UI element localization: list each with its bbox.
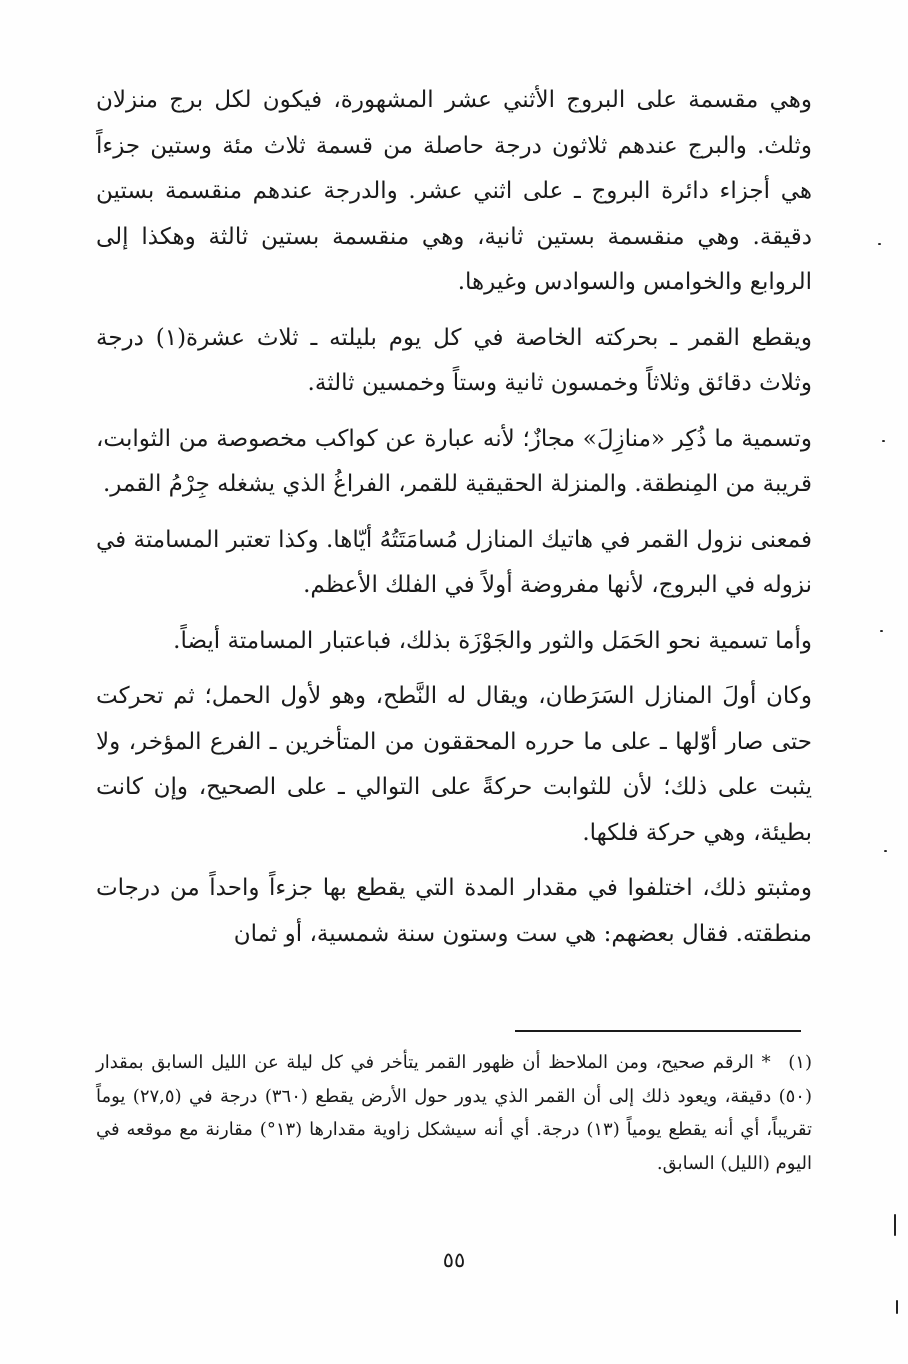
- paragraph-3: وتسمية ما ذُكِر «منازِلَ» مجازٌ؛ لأنه عبارة عن كواكب مخصوصة من الثوابت، قريبة من المِنطقة. والمنزلة الحقيقية للقمر، الفراغُ الذي يشغله جِرْمُ القمر.: [96, 425, 812, 497]
- paragraph-6: وكان أولَ المنازل السَرَطان، ويقال له النَّطح، وهو لأول الحمل؛ ثم تحركت حتى صار أوّلها ـ على ما حرره المحققون من المتأخرين ـ الفرع المؤخر، ولا يثبت على ذلك؛ لأن للثوابت حركةً على التوالي ـ على الصحيح، وإن كانت بطيئة، وهي حركة فلكها.: [96, 683, 812, 846]
- footnote-marker: (١): [788, 1052, 812, 1073]
- scan-speck: [884, 850, 887, 852]
- scan-speck: [882, 440, 885, 442]
- scan-speck: [878, 243, 881, 245]
- paragraph-4: فمعنى نزول القمر في هاتيك المنازل مُسامَتَتُهُ أيّاها. وكذا تعتبر المسامتة في نزوله في البروج، لأنها مفروضة أولاً في الفلك الأعظم.: [96, 526, 812, 598]
- page-number: ٥٥: [442, 1248, 466, 1272]
- footnote-divider: [515, 1030, 801, 1032]
- footnote: [96, 1046, 812, 1180]
- footnote-text: * الرقم صحيح، ومن الملاحظ أن ظهور القمر يتأخر في كل ليلة عن الليل السابق بمقدار (٥٠) دقيقة، ويعود ذلك إلى أن القمر الذي يدور حول الأرض يقطع (٣٦٠) درجة في (٢٧,٥) يوماً تقريباً، أي أنه يقطع يومياً (١٣) درجة. أي أنه سيشكل زاوية مقدارها (١٣°) مقارنة مع موقعه في اليوم (الليل) السابق.: [96, 1052, 812, 1174]
- paragraph-2: ويقطع القمر ـ بحركته الخاصة في كل يوم بليلته ـ ثلاث عشرة(١) درجة وثلاث دقائق وثلاثاً وخمسون ثانية وستاً وخمسين ثالثة.: [96, 324, 812, 396]
- paragraph-1: وهي مقسمة على البروج الأثني عشر المشهورة، فيكون لكل برج منزلان وثلث. والبرج عندهم ثلاثون درجة حاصلة من قسمة ثلاث مئة وستين جزءاً هي أجزاء دائرة البروج ـ على اثني عشر. والدرجة عندهم منقسمة بستين دقيقة. وهي منقسمة بستين ثانية، وهي منقسمة بستين ثالثة وهكذا إلى الروابع والخوامس والسوادس وغيرها.: [96, 87, 812, 295]
- scan-speck: [894, 1214, 896, 1236]
- paragraph-5: وأما تسمية نحو الحَمَل والثور والجَوْزَة بذلك، فباعتبار المسامتة أيضاً.: [173, 627, 812, 654]
- paragraph-7: ومثبتو ذلك، اختلفوا في مقدار المدة التي يقطع بها جزءاً واحداً من درجات منطقته. فقال بعضهم: هي ست وستون سنة شمسية، أو ثمان: [96, 875, 812, 947]
- scan-speck: [880, 630, 883, 632]
- main-text: [96, 78, 812, 967]
- scan-speck: [896, 1300, 898, 1314]
